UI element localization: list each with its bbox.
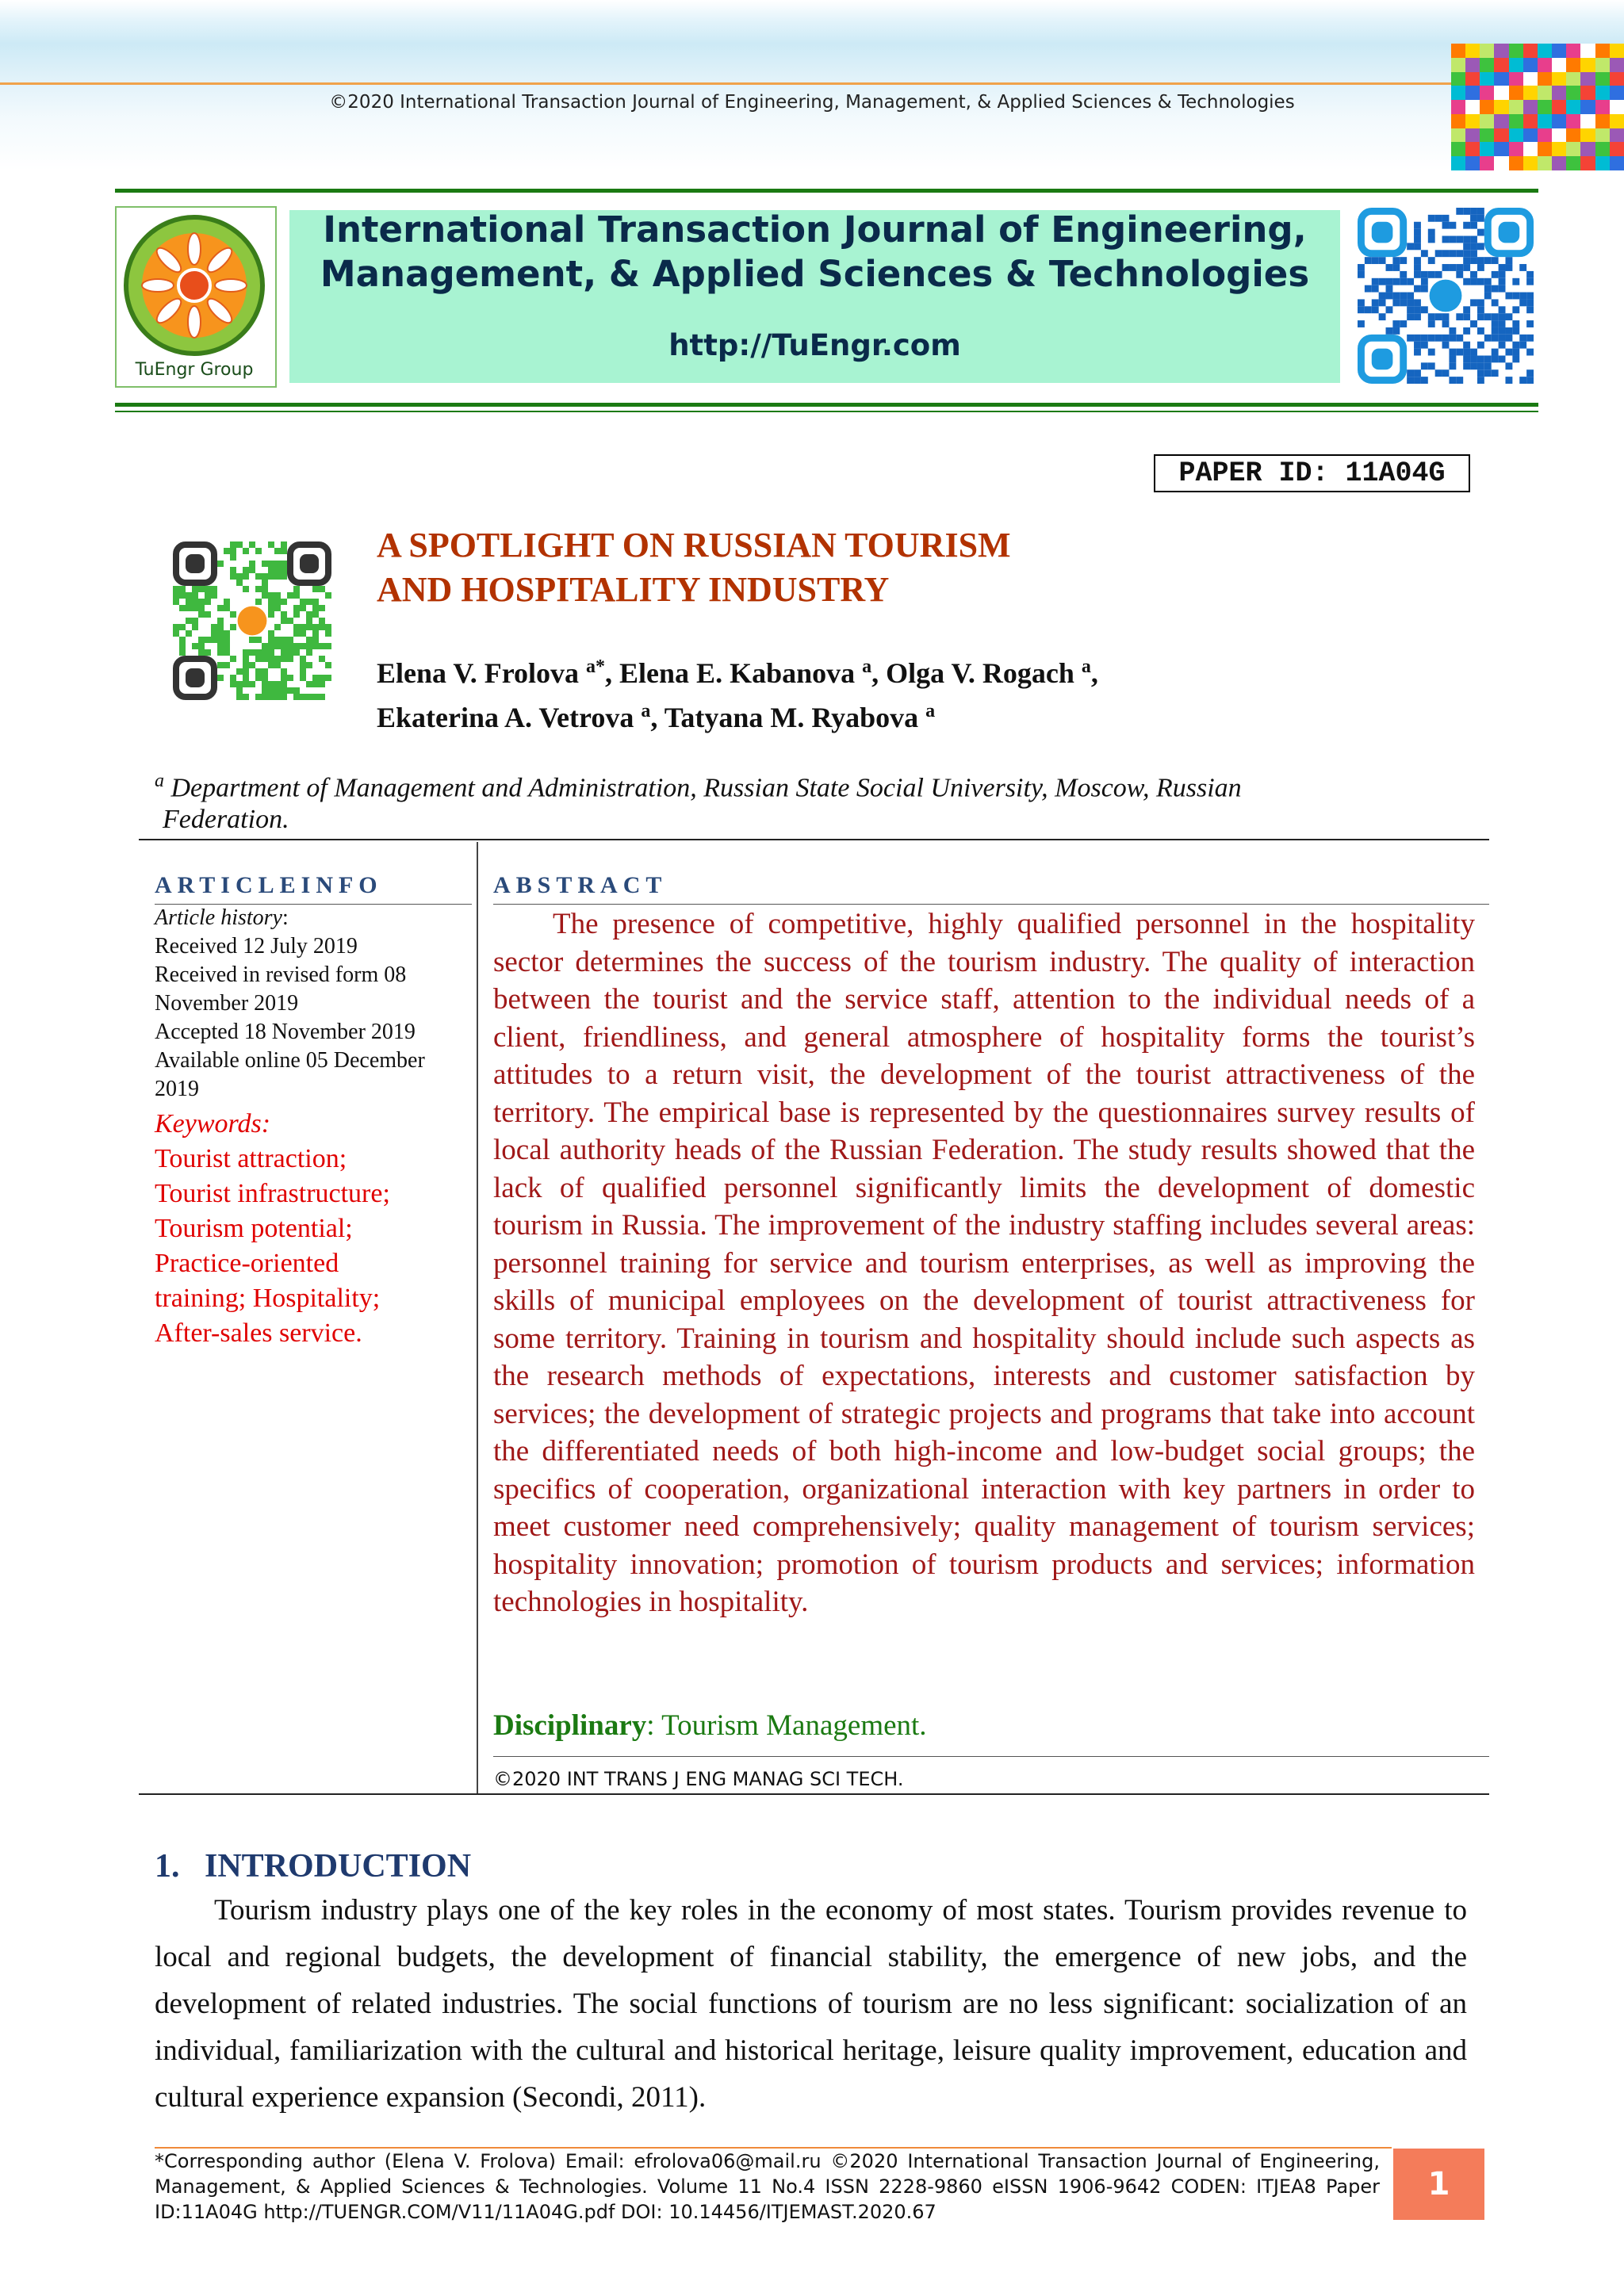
introduction-heading: 1. INTRODUCTION [155,1848,472,1885]
mosaic-tile [1465,142,1480,156]
mosaic-tile [1538,44,1552,58]
mosaic-tile [1595,58,1610,72]
mosaic-tile [1552,86,1566,100]
keyword-line: training; Hospitality; [155,1284,381,1313]
mosaic-tile [1552,100,1566,114]
keywords-list [155,1142,472,1351]
keyword-line: After-sales service. [155,1318,362,1348]
mosaic-tile [1610,128,1624,143]
abstract-bottom-rule [493,1756,1489,1757]
mosaic-tile [1494,142,1508,156]
mosaic-tile [1610,142,1624,156]
mosaic-tile [1523,114,1538,128]
mosaic-tile [1566,86,1580,100]
author-name: Elena V. Frolova [377,657,587,689]
mosaic-tile [1595,142,1610,156]
mosaic-tile [1580,100,1595,114]
mosaic-tile [1595,86,1610,100]
mosaic-tile [1509,100,1523,114]
mosaic-tile [1451,44,1465,58]
mosaic-tile [1523,142,1538,156]
author-affiliation-mark: a* [586,656,606,677]
history-list [155,932,472,1104]
history-line: Received 12 July 2019 [155,934,358,959]
paper-title-line: AND HOSPITALITY INDUSTRY [377,570,890,609]
mosaic-tile [1451,72,1465,86]
mosaic-tile [1451,114,1465,128]
mosaic-tile [1480,58,1494,72]
author-affiliation-mark: a [925,701,936,721]
history-line: 2019 [155,1077,199,1101]
author-name: Olga V. Rogach [886,657,1082,689]
mosaic-tile [1451,58,1465,72]
mosaic-tile [1538,156,1552,170]
paper-id-box: PAPER ID: 11A04G [1154,454,1470,492]
author-name: Ekaterina A. Vetrova [377,702,642,733]
mosaic-tile [1580,114,1595,128]
mosaic-tile [1451,128,1465,143]
affiliation-mark: a [155,771,164,791]
mosaic-tile [1566,100,1580,114]
mosaic-tile [1465,128,1480,143]
journal-title-line: Management, & Applied Sciences & Technologies [320,253,1310,295]
journal-qr-code-icon [1358,208,1534,384]
author-affiliation-mark: a [862,656,872,677]
history-label-text: Article history [155,905,282,930]
mosaic-tile [1509,72,1523,86]
mosaic-tile [1595,128,1610,143]
mosaic-tile [1465,44,1480,58]
article-qr-code-icon [173,541,331,700]
mosaic-tile [1451,156,1465,170]
mosaic-tile [1494,114,1508,128]
mosaic-tile [1580,44,1595,58]
history-label [155,904,472,932]
mosaic-tile [1523,72,1538,86]
mosaic-tile [1610,86,1624,100]
discipline-value: : Tourism Management. [646,1709,927,1742]
mosaic-tile [1523,100,1538,114]
mosaic-tile [1595,72,1610,86]
mosaic-tile [1538,58,1552,72]
mosaic-tile [1523,58,1538,72]
mosaic-tile [1538,86,1552,100]
paper-title-line: A SPOTLIGHT ON RUSSIAN TOURISM [377,526,1011,564]
introduction-text: Tourism industry plays one of the key roles in the economy of most states. Tourism provides revenue to local and regional budgets, the development of financial stability, the emergence of new jobs, and the development of related industries. The social functions of tourism are no less significant: socialization of an individual, familiarization with the cultural and historical heritage, leisure quality improvement, education and cultural experience expansion (Secondi, 2011). [155,1894,1467,2114]
history-label-colon: : [282,905,289,930]
banner-copyright: ©2020 International Transaction Journal of Engineering, Management, & Applied Sciences & Technologies [329,92,1295,113]
mosaic-tile [1494,156,1508,170]
mosaic-tile [1552,114,1566,128]
mosaic-tile [1480,156,1494,170]
mosaic-tile [1538,128,1552,143]
mosaic-tile [1552,72,1566,86]
mosaic-tile [1509,44,1523,58]
mosaic-tile [1595,114,1610,128]
author-affiliation-mark: a [1081,656,1091,677]
keyword-line: Tourist infrastructure; [155,1179,390,1208]
mosaic-tile [1494,128,1508,143]
mosaic-tile [1595,156,1610,170]
mosaic-tile [1465,86,1480,100]
mosaic-tile [1552,58,1566,72]
paper-title [377,523,1408,612]
mosaic-tile [1523,128,1538,143]
info-top-rule [139,839,1489,840]
mosaic-tile [1580,58,1595,72]
mosaic-tile [1465,114,1480,128]
mosaic-tile [1552,128,1566,143]
mosaic-tile [1465,156,1480,170]
mosaic-tile [1494,72,1508,86]
mosaic-tile [1610,114,1624,128]
mosaic-tile [1566,58,1580,72]
keywords-label: Keywords: [155,1109,271,1138]
mosaic-tile [1566,156,1580,170]
logo-label: TuEngr Group [135,360,254,380]
column-divider [477,842,478,1793]
mosaic-tile [1538,100,1552,114]
affiliation-line: Department of Management and Administration, Russian State Social University, Moscow, Russian [164,773,1242,803]
mosaic-tile [1509,156,1523,170]
header-rule-top [115,189,1538,193]
abstract-copyright: ©2020 INT TRANS J ENG MANAG SCI TECH. [493,1768,904,1790]
logo-emblem-icon [117,208,272,363]
footer-text: *Corresponding author (Elena V. Frolova) Email: efrolova06@mail.ru ©2020 International Transaction Journal of Engineering, Management, & Applied Sciences & Technologies. Volume 11 No.4 ISSN 2228-9860 eISSN 1906-9642 CODEN: ITJEA8 Paper ID:11A04G http://TUENGR.COM/V11/11A04G.pdf DOI: 10.14456/ITJEMAST.2020.67 [155,2150,1380,2223]
abstract-text: The presence of competitive, highly qualified personnel in the hospitality sector determines the success of the tourism industry. The quality of interaction between the tourist and the service staff, attention to the individual needs of a client, friendliness, and general atmosphere of hospitality forms the tourist’s attitudes to a return visit, the development of the tourist attractiveness of the territory. The empirical base is represented by the questionnaires survey results of local authority heads of the Russian Federation. The study results showed that the lack of qualified personnel significantly limits the development of domestic tourism in Russia. The improvement of the industry staffing includes several areas: personnel training for service and tourism enterprises, as well as improving the skills of municipal employees on the development of tourist attractiveness for some territory. Training in tourism and hospitality should include such aspects as the research methods of expectations, interests and customer satisfaction by services; the development of strategic projects and programs that take into account the differentiated needs of both high-income and low-budget social groups; the specifics of cooperation, organizational interaction with key partners in order to meet customer need comprehensively; quality management of tourism services; hospitality innovation; promotion of tourism products and services; information technologies in hospitality. [493,908,1475,1618]
article-info-heading: ARTICLEINFO [155,872,383,898]
header-rule-thin [115,411,1538,412]
mosaic-tile [1552,156,1566,170]
info-bottom-rule [139,1793,1489,1795]
mosaic-decoration [1451,44,1624,170]
mosaic-tile [1610,156,1624,170]
affiliation-line: Federation. [163,805,289,834]
mosaic-tile [1523,86,1538,100]
authors-line-2 [377,695,1526,734]
top-divider [0,82,1451,85]
mosaic-tile [1610,72,1624,86]
mosaic-tile [1538,72,1552,86]
mosaic-tile [1595,44,1610,58]
history-line: Available online 05 December [155,1048,425,1073]
mosaic-tile [1480,86,1494,100]
mosaic-tile [1509,142,1523,156]
mosaic-tile [1610,100,1624,114]
mosaic-tile [1509,114,1523,128]
keyword-line: Tourism potential; [155,1214,353,1243]
journal-title-line: International Transaction Journal of Engineering, [323,209,1307,251]
keyword-line: Practice-oriented [155,1249,339,1278]
mosaic-tile [1523,44,1538,58]
mosaic-tile [1494,100,1508,114]
mosaic-tile [1538,114,1552,128]
mosaic-tile [1509,128,1523,143]
top-banner [0,0,1624,170]
affiliation [155,771,1542,803]
mosaic-tile [1566,72,1580,86]
mosaic-tile [1480,128,1494,143]
page-number-badge: 1 [1393,2149,1484,2220]
history-line: Accepted 18 November 2019 [155,1020,416,1044]
journal-url-link[interactable]: http://TuEngr.com [668,328,961,362]
mosaic-tile [1480,72,1494,86]
mosaic-tile [1494,44,1508,58]
mosaic-tile [1465,58,1480,72]
mosaic-tile [1480,114,1494,128]
header-rule-bottom [115,403,1538,407]
abstract-heading: ABSTRACT [493,872,668,898]
mosaic-tile [1566,44,1580,58]
mosaic-tile [1538,142,1552,156]
mosaic-tile [1480,142,1494,156]
discipline-label: Disciplinary [493,1709,647,1742]
keyword-line: Tourist attraction; [155,1144,347,1173]
author-affiliation-mark: a [641,701,651,721]
mosaic-tile [1451,142,1465,156]
mosaic-tile [1610,44,1624,58]
mosaic-tile [1595,100,1610,114]
mosaic-tile [1566,114,1580,128]
mosaic-tile [1580,72,1595,86]
author-separator: , [650,702,665,733]
author-name: Elena E. Kabanova [619,657,863,689]
author-separator: , [871,657,887,689]
discipline [493,1709,927,1743]
authors-line-1 [377,650,1526,690]
mosaic-tile [1566,142,1580,156]
mosaic-tile [1580,86,1595,100]
mosaic-tile [1580,128,1595,143]
mosaic-tile [1465,72,1480,86]
mosaic-tile [1451,100,1465,114]
mosaic-tile [1509,86,1523,100]
mosaic-tile [1494,86,1508,100]
mosaic-tile [1580,156,1595,170]
author-separator: , [1090,657,1098,689]
history-line: November 2019 [155,991,299,1016]
mosaic-tile [1566,128,1580,143]
mosaic-tile [1552,142,1566,156]
mosaic-tile [1465,100,1480,114]
mosaic-tile [1480,100,1494,114]
abstract-heading-rule [493,904,1489,905]
mosaic-tile [1523,156,1538,170]
author-separator: , [605,657,620,689]
mosaic-tile [1494,58,1508,72]
mosaic-tile [1509,58,1523,72]
mosaic-tile [1580,142,1595,156]
author-name: Tatyana M. Ryabova [664,702,926,733]
mosaic-tile [1451,86,1465,100]
mosaic-tile [1480,44,1494,58]
history-line: Received in revised form 08 [155,962,407,987]
mosaic-tile [1610,58,1624,72]
journal-title [289,208,1340,297]
mosaic-tile [1552,44,1566,58]
